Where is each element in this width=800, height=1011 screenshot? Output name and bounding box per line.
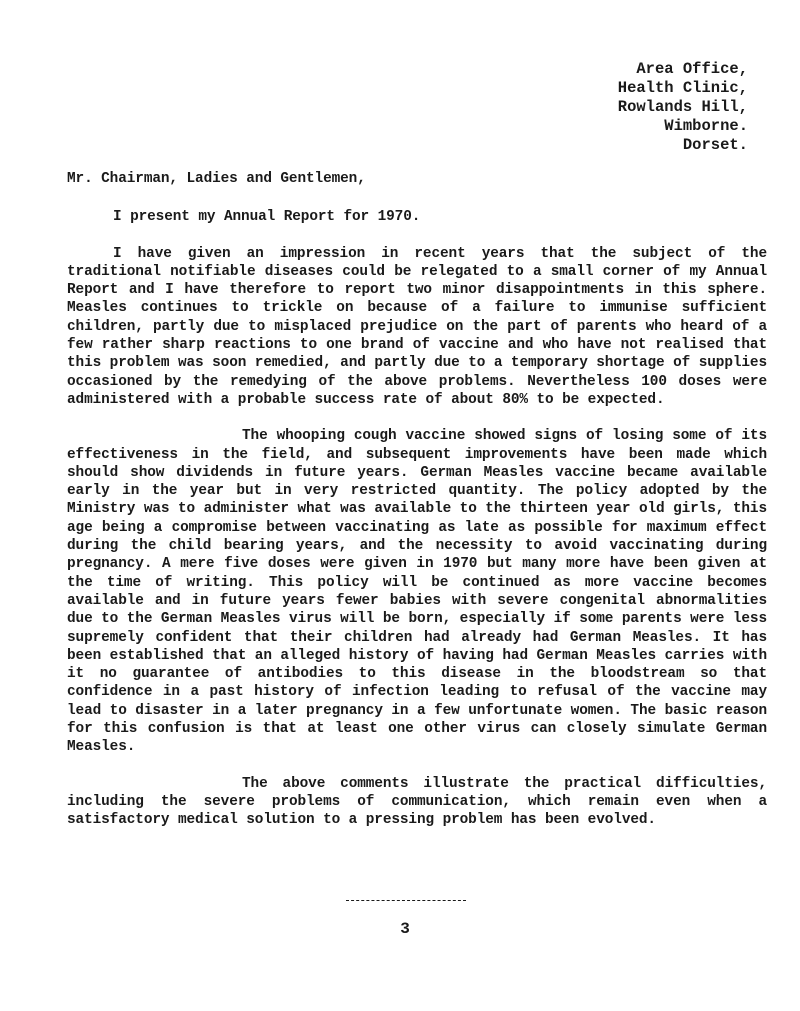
paragraph-measles: I have given an impression in recent years that the subject of the traditional notifiable diseases could be relegated to a small corner of my Annual Report and I have therefore to report two minor disappointments in this sphere. Measles continues to trickle on because of a failure to immunise sufficient children, partly due to misplaced prejudice on the part of parents who heard of a few rather sharp reactions to one brand of vaccine and who have not realised that this problem was soon remedied, and partly due to a temporary shortage of supplies occasioned by the remedying of the above problems. Nevertheless 100 doses were administered with a probable success rate of about 80% to be expected.	[67, 245, 767, 408]
paragraph-vaccines: The whooping cough vaccine showed signs of losing some of its effectiveness in the field, and subsequent improvements have been made which should show dividends in future years. German Measles vaccine became available early in the year but in very restricted quantity. The policy adopted by the Ministry was to administer what was available to the thirteen year old girls, this age being a compromise between vaccinating as late as possible for maximum effect during the child bearing years, and the necessity to avoid vaccinating during pregnancy. A mere five doses were given in 1970 but many more have been given at the time of writing. This policy will be continued as more vaccine becomes available and in future years fewer babies with severe congenital abnormalities due to the German Measles virus will be born, especially if some parents were less supremely confident that their children had already had German Measles. It has been established that an alleged history of having had German Measles carries with it no guarantee of antibodies to this disease in the bloodstream so that confidence in a past history of infection leading to refusal of the vaccine may lead to disaster in a later pregnancy in a few unfortunate women. The basic reason for this confusion is that at least one other virus can closely simulate German Measles.	[67, 428, 767, 756]
paragraph-intro: I present my Annual Report for 1970.	[113, 209, 421, 226]
letter-body	[67, 170, 767, 848]
address-line: Wimborne.	[664, 117, 748, 135]
salutation: Mr. Chairman, Ladies and Gentlemen,	[67, 171, 366, 187]
address-line: Area Office,	[636, 60, 748, 78]
sender-address	[508, 60, 748, 155]
address-line: Dorset.	[682, 136, 748, 154]
dashed-separator	[346, 900, 466, 908]
address-line: Rowlands Hill,	[617, 98, 748, 116]
paragraph-conclusion: The above comments illustrate the practical difficulties, including the severe problems of communication, which remain even when a satisfactory medical solution to a pressing problem has been evolved.	[67, 775, 767, 829]
address-line: Health Clinic,	[617, 79, 748, 97]
page-number: 3	[400, 920, 410, 938]
